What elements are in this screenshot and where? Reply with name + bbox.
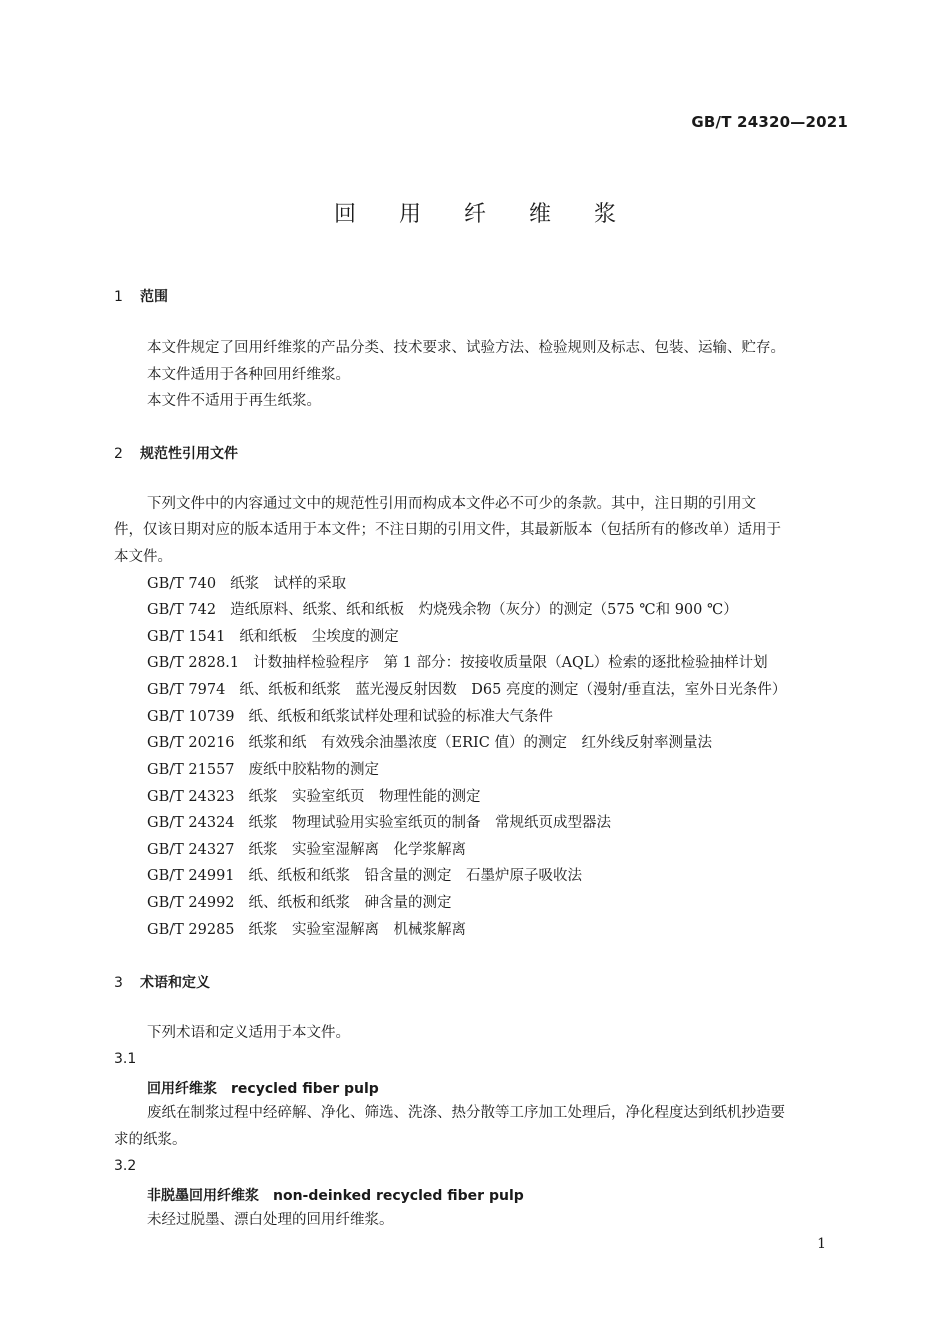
reference-code: GB/T 24323 xyxy=(147,789,235,805)
reference-title: 造纸原料、纸浆、纸和纸板 灼烧残余物（灰分）的测定（575 ℃和 900 ℃） xyxy=(230,602,738,618)
reference-item xyxy=(147,840,466,860)
reference-title: 纸、纸板和纸浆 蓝光漫反射因数 D65 亮度的测定（漫射/垂直法，室外日光条件） xyxy=(239,682,787,698)
reference-item xyxy=(147,627,399,647)
section-number: 2 xyxy=(114,446,123,462)
section-number: 3 xyxy=(114,975,123,991)
reference-code: GB/T 21557 xyxy=(147,762,235,778)
paragraph: 下列术语和定义适用于本文件。 xyxy=(147,1025,350,1041)
reference-title: 废纸中胶粘物的测定 xyxy=(248,762,380,778)
reference-title: 纸浆 实验室湿解离 机械浆解离 xyxy=(248,922,467,938)
reference-item xyxy=(147,680,786,700)
reference-code: GB/T 740 xyxy=(147,576,217,592)
section-3-heading xyxy=(114,972,210,992)
page-number: 1 xyxy=(817,1236,826,1252)
term-name-cn: 回用纤维浆 xyxy=(147,1081,217,1097)
reference-item xyxy=(147,760,379,780)
section-number: 1 xyxy=(114,289,123,305)
reference-item xyxy=(147,707,553,727)
paragraph: 本文件适用于各种回用纤维浆。 xyxy=(147,367,350,383)
reference-title: 纸、纸板和纸浆 铅含量的测定 石墨炉原子吸收法 xyxy=(248,868,583,884)
term-definition-line: 未经过脱墨、漂白处理的回用纤维浆。 xyxy=(147,1212,394,1228)
term-definition-line: 求的纸浆。 xyxy=(114,1132,187,1148)
reference-code: GB/T 2828.1 xyxy=(147,655,240,671)
reference-code: GB/T 742 xyxy=(147,602,217,618)
term-definition-line: 废纸在制浆过程中经碎解、净化、筛选、洗涤、热分散等工序加工处理后，净化程度达到纸机抄造要 xyxy=(147,1105,785,1121)
section-1-heading xyxy=(114,286,168,306)
section-title: 规范性引用文件 xyxy=(140,446,238,462)
reference-item xyxy=(147,653,768,673)
section-2-heading xyxy=(114,443,238,463)
reference-item xyxy=(147,574,346,594)
reference-code: GB/T 7974 xyxy=(147,682,226,698)
section-title: 范围 xyxy=(140,289,168,305)
term-name-en: non-deinked recycled fiber pulp xyxy=(273,1188,524,1204)
reference-title: 纸、纸板和纸浆试样处理和试验的标准大气条件 xyxy=(248,709,554,725)
paragraph-line: 件，仅该日期对应的版本适用于本文件；不注日期的引用文件，其最新版本（包括所有的修改单）适用于 xyxy=(114,522,781,538)
reference-code: GB/T 24327 xyxy=(147,842,235,858)
reference-item xyxy=(147,600,738,620)
term-name-en: recycled fiber pulp xyxy=(231,1081,379,1097)
reference-code: GB/T 24324 xyxy=(147,815,235,831)
reference-code: GB/T 1541 xyxy=(147,629,226,645)
reference-item xyxy=(147,866,582,886)
standard-number: GB/T 24320—2021 xyxy=(691,113,848,131)
reference-code: GB/T 24992 xyxy=(147,895,235,911)
reference-title: 纸、纸板和纸浆 砷含量的测定 xyxy=(248,895,452,911)
reference-code: GB/T 29285 xyxy=(147,922,235,938)
reference-code: GB/T 20216 xyxy=(147,735,235,751)
paragraph: 本文件不适用于再生纸浆。 xyxy=(147,393,321,409)
reference-code: GB/T 10739 xyxy=(147,709,235,725)
paragraph-line: 下列文件中的内容通过文中的规范性引用而构成本文件必不可少的条款。其中，注日期的引用文 xyxy=(147,496,756,512)
reference-item xyxy=(147,813,611,833)
paragraph-line: 本文件。 xyxy=(114,549,172,565)
document-title: 回 用 纤 维 浆 xyxy=(334,202,634,227)
term-number: 3.2 xyxy=(114,1158,137,1174)
reference-title: 纸浆和纸 有效残余油墨浓度（ERIC 值）的测定 红外线反射率测量法 xyxy=(248,735,712,751)
reference-title: 纸浆 试样的采取 xyxy=(230,576,347,592)
term-number: 3.1 xyxy=(114,1051,137,1067)
reference-item xyxy=(147,787,481,807)
reference-title: 纸浆 实验室湿解离 化学浆解离 xyxy=(248,842,467,858)
section-title: 术语和定义 xyxy=(140,975,210,991)
term-name-cn: 非脱墨回用纤维浆 xyxy=(147,1188,259,1204)
reference-title: 纸浆 物理试验用实验室纸页的制备 常规纸页成型器法 xyxy=(248,815,612,831)
term-heading xyxy=(147,1185,524,1205)
reference-item xyxy=(147,733,712,753)
reference-item xyxy=(147,920,466,940)
reference-title: 计数抽样检验程序 第 1 部分：按接收质量限（AQL）检索的逐批检验抽样计划 xyxy=(253,655,768,671)
reference-title: 纸和纸板 尘埃度的测定 xyxy=(239,629,399,645)
reference-item xyxy=(147,893,452,913)
reference-code: GB/T 24991 xyxy=(147,868,235,884)
reference-title: 纸浆 实验室纸页 物理性能的测定 xyxy=(248,789,481,805)
paragraph: 本文件规定了回用纤维浆的产品分类、技术要求、试验方法、检验规则及标志、包装、运输、贮存。 xyxy=(147,340,785,356)
term-heading xyxy=(147,1078,379,1098)
